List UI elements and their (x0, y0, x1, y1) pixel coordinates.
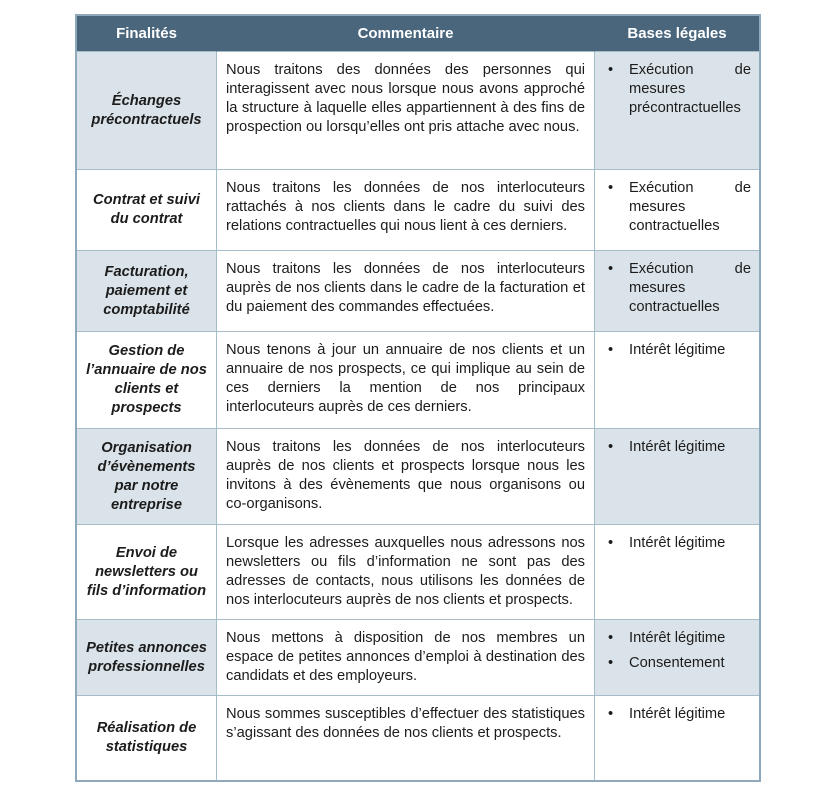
comment-cell: Nous traitons des données des personnes qui interagissent avec nous lorsque nous avons approché la structure à laquelle elles appartiennent à des fins de prospection ou lorsqu’elles ont pris attache avec nous. (217, 52, 595, 170)
comment-cell: Nous traitons les données de nos interlocuteurs rattachés à nos clients dans le cadre du suivi des relations contractuelles qui nous lient à ces derniers. (217, 170, 595, 251)
legal-basis-item: • Intérêt légitime (595, 705, 751, 724)
legal-bases-list (595, 629, 751, 673)
legal-bases-cell (595, 332, 759, 429)
legal-basis-item: • Exécution de mesures contractuelles (595, 260, 751, 317)
legal-basis-item: • Exécution de mesures contractuelles (595, 179, 751, 236)
legal-bases-list (595, 260, 751, 317)
header-finalites: Finalités (77, 16, 217, 52)
document-page (75, 14, 759, 782)
table-row-organisation-evenements (77, 429, 759, 525)
legal-basis-item: • Intérêt légitime (595, 438, 751, 457)
legal-bases-list (595, 179, 751, 236)
legal-basis-item: • Consentement (595, 654, 751, 673)
legal-bases-cell (595, 429, 759, 525)
legal-basis-item: • Intérêt légitime (595, 341, 751, 360)
comment-cell: Nous sommes susceptibles d’effectuer des statistiques s’agissant des données de nos clients et prospects. (217, 696, 595, 780)
purpose-cell: Échanges précontractuels (77, 52, 217, 170)
purpose-cell: Contrat et suivi du contrat (77, 170, 217, 251)
table-body (77, 52, 759, 780)
purpose-cell: Organisation d’évènements par notre entreprise (77, 429, 217, 525)
legal-bases-list (595, 61, 751, 118)
legal-bases-list (595, 341, 751, 360)
purpose-cell: Gestion de l’annuaire de nos clients et prospects (77, 332, 217, 429)
header-commentaire: Commentaire (217, 16, 595, 52)
legal-bases-cell (595, 251, 759, 332)
table-row-envoi-newsletters (77, 525, 759, 620)
purpose-cell: Petites annonces professionnelles (77, 620, 217, 696)
table-row-echanges-precontractuels (77, 52, 759, 170)
legal-bases-cell (595, 620, 759, 696)
comment-cell: Nous traitons les données de nos interlocuteurs auprès de nos clients dans le cadre de la facturation et du paiement des commandes effectuées. (217, 251, 595, 332)
table-row-facturation (77, 251, 759, 332)
comment-cell: Nous traitons les données de nos interlocuteurs auprès de nos clients et prospects lorsque nous les invitons à des évènements que nous organisons ou co-organisons. (217, 429, 595, 525)
legal-basis-item: • Intérêt légitime (595, 534, 751, 553)
comment-cell: Nous mettons à disposition de nos membres un espace de petites annonces d’emploi à destination des candidats et des employeurs. (217, 620, 595, 696)
table-header (77, 16, 759, 52)
comment-cell: Lorsque les adresses auxquelles nous adressons nos newsletters ou fils d’information ne sont pas des adresses de contacts, nous utilisons les données de nos interlocuteurs auprès de nos clients et prospects. (217, 525, 595, 620)
data-processing-table (75, 14, 761, 782)
header-bases-legales: Bases légales (595, 16, 759, 52)
table-row-petites-annonces (77, 620, 759, 696)
legal-bases-list (595, 705, 751, 724)
comment-cell: Nous tenons à jour un annuaire de nos clients et un annuaire de nos prospects, ce qui implique au sein de ces derniers la mention de nos principaux interlocuteurs auprès de ces derniers. (217, 332, 595, 429)
legal-bases-cell (595, 696, 759, 780)
header-row (77, 16, 759, 52)
table-row-gestion-annuaire (77, 332, 759, 429)
legal-bases-cell (595, 170, 759, 251)
legal-bases-cell (595, 52, 759, 170)
table-row-realisation-statistiques (77, 696, 759, 780)
legal-bases-list (595, 438, 751, 457)
purpose-cell: Envoi de newsletters ou fils d’information (77, 525, 217, 620)
legal-basis-item: • Exécution de mesures précontractuelles (595, 61, 751, 118)
purpose-cell: Facturation, paiement et comptabilité (77, 251, 217, 332)
purpose-cell: Réalisation de statistiques (77, 696, 217, 780)
legal-bases-cell (595, 525, 759, 620)
legal-basis-item: • Intérêt légitime (595, 629, 751, 648)
table-row-contrat-et-suivi (77, 170, 759, 251)
legal-bases-list (595, 534, 751, 553)
